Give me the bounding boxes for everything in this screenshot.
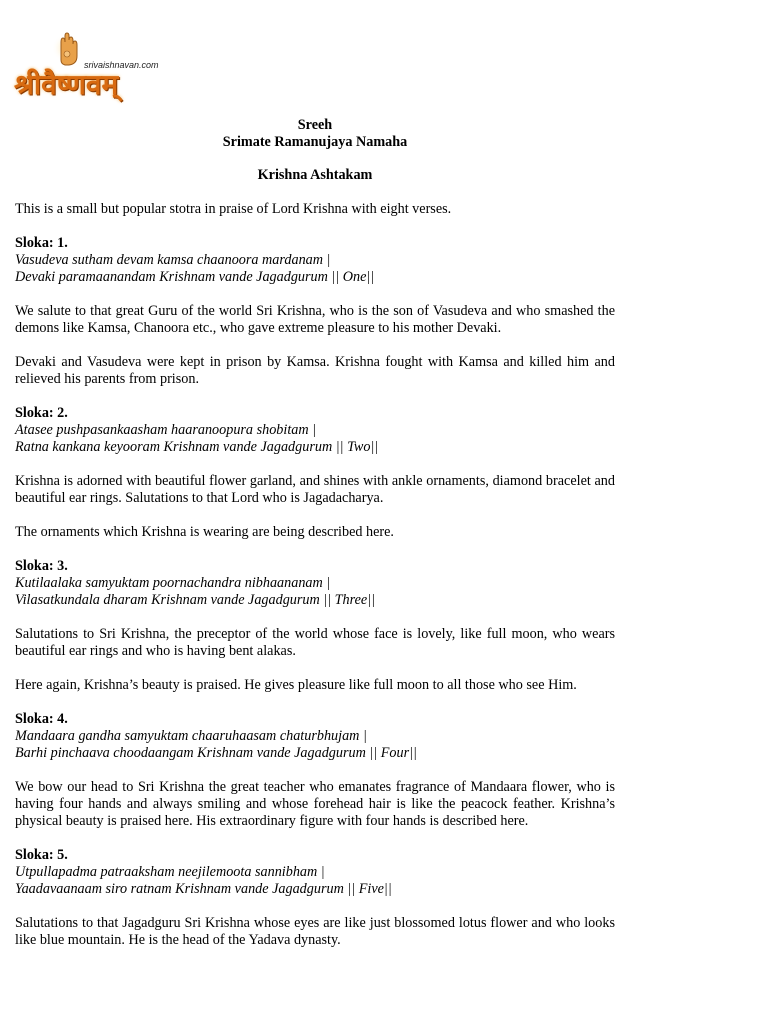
verse-number: Four bbox=[380, 745, 410, 761]
sloka-verse-line bbox=[15, 439, 615, 456]
header-line-2: Srimate Ramanujaya Namaha bbox=[222, 134, 408, 150]
verse-number: One bbox=[342, 269, 367, 285]
sloka-commentary: The ornaments which Krishna is wearing are being described here. bbox=[15, 524, 394, 540]
logo-script-text: श्रीवैष्णवम् bbox=[14, 68, 119, 101]
sloka-verse-line bbox=[15, 592, 615, 609]
sloka-verse-line: Utpullapadma patraaksham neejilemoota sannibham | bbox=[15, 864, 325, 880]
verse-text: Vilasatkundala dharam Krishnam vande Jagadgurum || bbox=[15, 592, 335, 608]
sloka-verse-line bbox=[15, 881, 615, 898]
sloka-section bbox=[15, 235, 615, 388]
verse-end: || bbox=[367, 592, 376, 608]
sloka-title: Sloka: 1. bbox=[15, 235, 68, 251]
sloka-title: Sloka: 4. bbox=[15, 711, 68, 727]
sloka-meaning: We bow our head to Sri Krishna the great teacher who emanates fragrance of Mandaara flower, who is having four hands and always smiling and whose forehead hair is like the peacock feather. Krishna’s physical beauty is praised here. His extraordinary figure with four hands is described here. bbox=[15, 779, 615, 829]
verse-text: Barhi pinchaava choodaangam Krishnam vande Jagadgurum || bbox=[15, 745, 381, 761]
verse-end: || bbox=[383, 881, 392, 897]
sloka-title: Sloka: 3. bbox=[15, 558, 68, 574]
document-body bbox=[15, 117, 615, 949]
sloka-meaning: Krishna is adorned with beautiful flower garland, and shines with ankle ornaments, diamond bracelet and beautiful ear rings. Salutations to that Lord who is Jagadacharya. bbox=[15, 473, 615, 506]
verse-text: Devaki paramaanandam Krishnam vande Jagadgurum || bbox=[15, 269, 343, 285]
sloka-commentary: Here again, Krishna’s beauty is praised. He gives pleasure like full moon to all those who see Him. bbox=[15, 677, 577, 693]
sloka-meaning: Salutations to that Jagadguru Sri Krishna whose eyes are like just blossomed lotus flower and who looks like blue mountain. He is the head of the Yadava dynasty. bbox=[15, 915, 615, 948]
header-line-1: Sreeh bbox=[297, 117, 333, 133]
verse-number: Three bbox=[334, 592, 368, 608]
blessing-hand-icon bbox=[52, 30, 82, 70]
sloka-verse-line: Kutilaalaka samyuktam poornachandra nibhaananam | bbox=[15, 575, 331, 591]
sloka-commentary: Devaki and Vasudeva were kept in prison by Kamsa. Krishna fought with Kamsa and killed him and relieved his parents from prison. bbox=[15, 354, 615, 387]
sloka-section bbox=[15, 847, 615, 949]
verse-text: Ratna kankana keyooram Krishnam vande Jagadgurum || bbox=[15, 439, 348, 455]
sloka-verse-line bbox=[15, 269, 615, 286]
sloka-section bbox=[15, 558, 615, 694]
logo-url-text: srivaishnavan.com bbox=[84, 60, 159, 70]
document-title: Krishna Ashtakam bbox=[257, 167, 373, 183]
site-logo bbox=[14, 30, 174, 112]
verse-number: Five bbox=[358, 881, 384, 897]
verse-number: Two bbox=[347, 439, 371, 455]
sloka-meaning: We salute to that great Guru of the world Sri Krishna, who is the son of Vasudeva and who smashed the demons like Kamsa, Chanoora etc., who gave extreme pleasure to his mother Devaki. bbox=[15, 303, 615, 336]
sloka-verse-line bbox=[15, 745, 615, 762]
sloka-meaning: Salutations to Sri Krishna, the preceptor of the world whose face is lovely, like full moon, who wears beautiful ear rings and who is having bent alakas. bbox=[15, 626, 615, 659]
sloka-section bbox=[15, 711, 615, 830]
sloka-verse-line: Vasudeva sutham devam kamsa chaanoora mardanam | bbox=[15, 252, 331, 268]
verse-end: || bbox=[409, 745, 417, 761]
sloka-verse-line: Mandaara gandha samyuktam chaaruhaasam chaturbhujam | bbox=[15, 728, 367, 744]
verse-end: || bbox=[366, 269, 375, 285]
intro-paragraph: This is a small but popular stotra in praise of Lord Krishna with eight verses. bbox=[15, 201, 452, 217]
verse-end: || bbox=[370, 439, 379, 455]
sloka-section bbox=[15, 405, 615, 541]
sloka-title: Sloka: 5. bbox=[15, 847, 68, 863]
sloka-title: Sloka: 2. bbox=[15, 405, 68, 421]
sloka-verse-line: Atasee pushpasankaasham haaranoopura shobitam | bbox=[15, 422, 317, 438]
verse-text: Yaadavaanaam siro ratnam Krishnam vande Jagadgurum || bbox=[15, 881, 359, 897]
